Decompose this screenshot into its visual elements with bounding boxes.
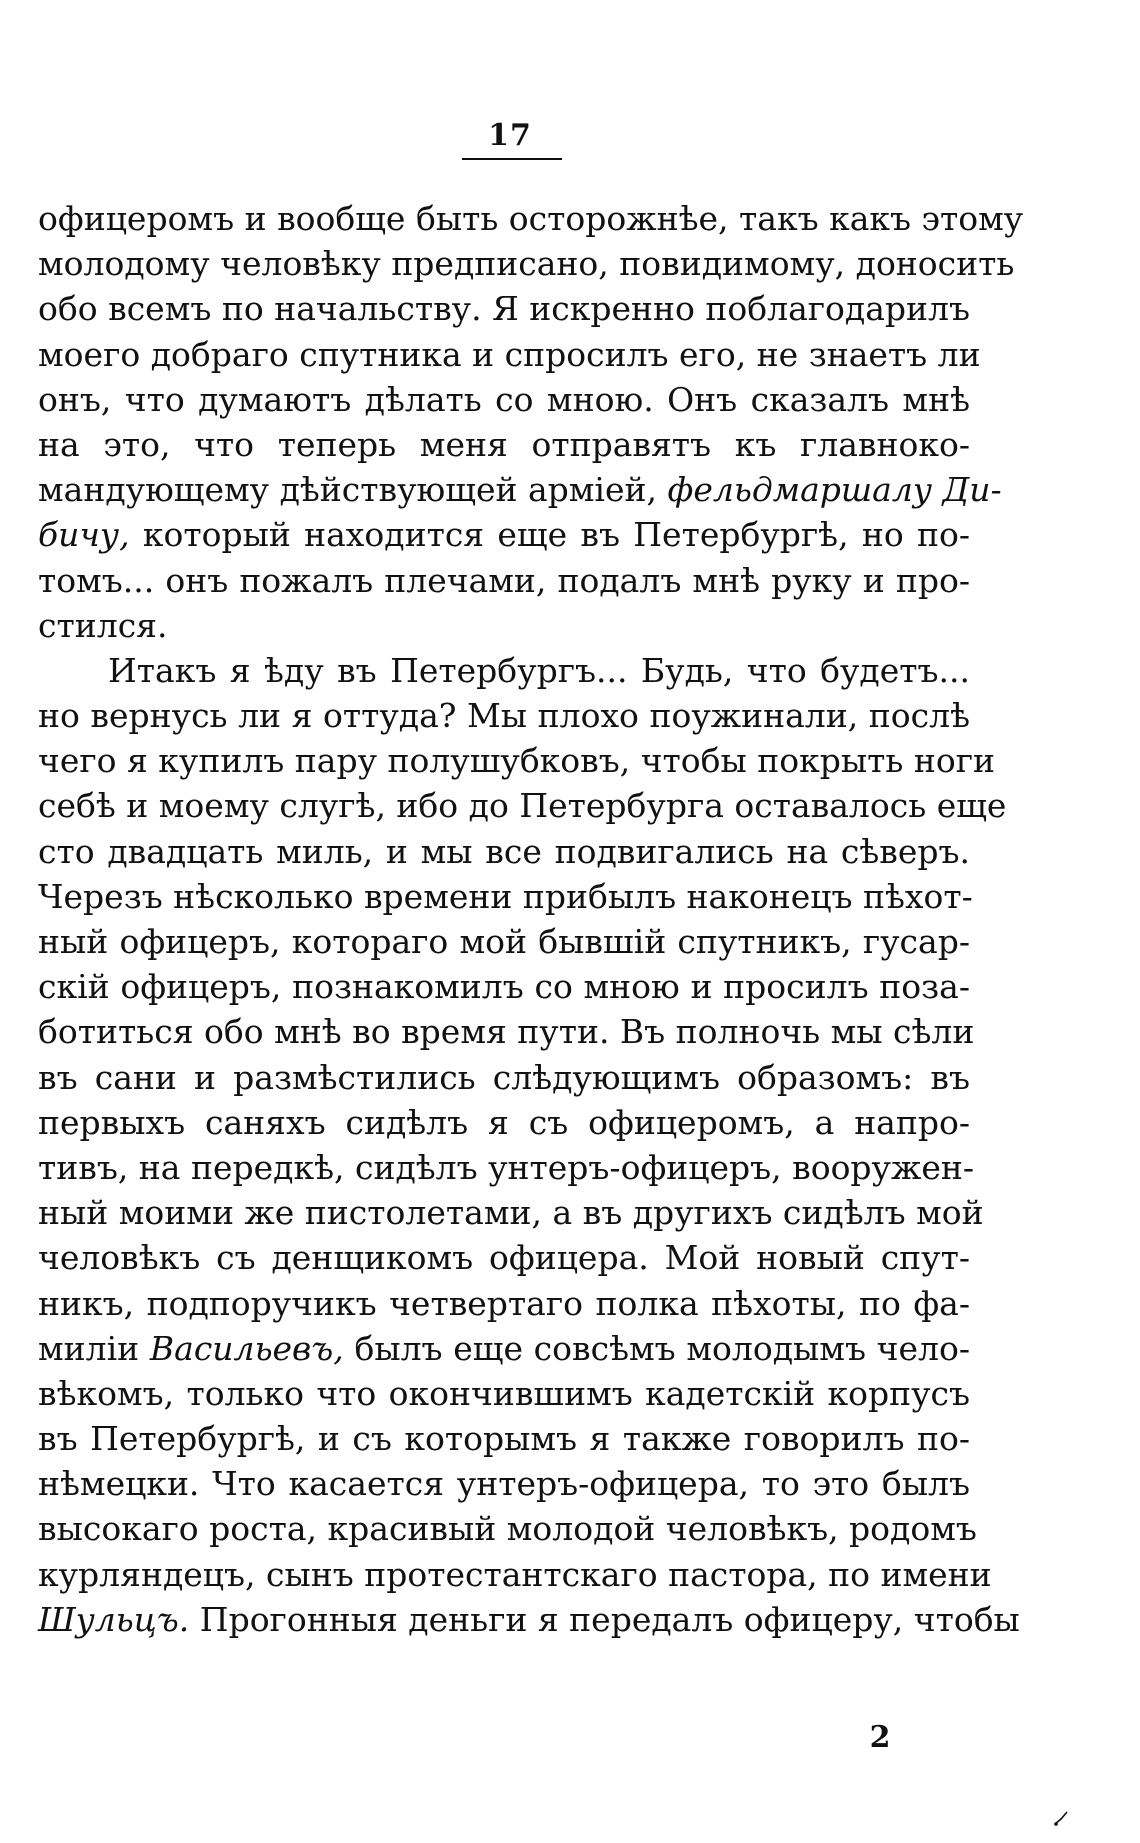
text-line: Итакъ я ѣду въ Петербургъ... Будь, что будетъ... [108, 650, 970, 690]
text-line: скій офицеръ, познакомилъ со мною и просилъ поза- [38, 967, 970, 1007]
text-line: стился. [38, 605, 168, 645]
italic-name: Шульцъ. [38, 1599, 190, 1639]
text-line [38, 467, 1002, 512]
text-line: чего я купилъ пару полушубковъ, чтобы покрыть ноги [38, 741, 996, 781]
text-line: офицеромъ и вообще быть осторожнѣе, такъ какъ этому [38, 199, 1024, 238]
text-line: ный моими же пистолетами, а въ другихъ сидѣлъ мой [38, 1193, 984, 1233]
italic-name: фельдмаршалу Ди- [667, 470, 1002, 510]
text-line: Черезъ нѣсколько времени прибылъ наконецъ пѣхот- [38, 876, 973, 916]
text-line: молодому человѣку предписано, повидимому, доносить [38, 244, 1015, 284]
paragraph-2 [38, 648, 1020, 1642]
text-segment: мандующему дѣйствующей арміей, [38, 470, 668, 510]
text-line [38, 512, 970, 557]
text-segment: миліи [38, 1328, 150, 1368]
text-line: нѣмецки. Что касается унтеръ-офицера, то это былъ [38, 1464, 970, 1504]
text-line: высокаго роста, красивый молодой человѣкъ, родомъ [38, 1509, 977, 1549]
text-line: сто двадцать миль, и мы все подвигались на сѣверъ. [38, 831, 970, 871]
text-segment: который находится еще въ Петербургѣ, но по- [129, 515, 970, 555]
text-line: вѣкомъ, только что окончившимъ кадетскій корпусъ [38, 1373, 970, 1413]
body-text [38, 196, 1024, 1642]
text-line: моего добраго спутника и спросилъ его, не знаетъ ли [38, 334, 981, 374]
italic-name: Васильевъ, [149, 1328, 344, 1368]
text-line: себѣ и моему слугѣ, ибо до Петербурга оставалось еще [38, 786, 1007, 826]
text-line: на это, что теперь меня отправятъ къ главноко- [38, 424, 970, 464]
text-line: обо всемъ по начальству. Я искренно поблагодарилъ [38, 289, 970, 329]
page-number: 17 [488, 118, 532, 153]
text-segment: Прогонныя деньги я передалъ офицеру, чтобы [189, 1599, 1020, 1639]
italic-name: бичу, [38, 515, 130, 555]
text-line: въ сани и размѣстились слѣдующимъ образомъ: въ [38, 1057, 970, 1097]
text-line: курляндецъ, сынъ протестантскаго пастора, по имени [38, 1554, 992, 1594]
text-line: но вернусь ли я оттуда? Мы плохо поужинали, послѣ [38, 696, 970, 736]
text-segment: былъ еще совсѣмъ молодымъ чело- [343, 1328, 970, 1368]
text-line: тивъ, на передкѣ, сидѣлъ унтеръ-офицеръ, вооружен- [38, 1147, 975, 1187]
text-line: первыхъ саняхъ сидѣлъ я съ офицеромъ, а напро- [38, 1102, 970, 1142]
text-line: ный офицеръ, котораго мой бывшій спутникъ, гусар- [38, 922, 970, 961]
header-rule [462, 158, 562, 160]
text-line [38, 1326, 970, 1371]
signature-mark: 2 [869, 1720, 891, 1755]
text-line: ботиться обо мнѣ во время пути. Въ полночь мы сѣли [38, 1012, 975, 1052]
text-line: человѣкъ съ денщикомъ офицера. Мой новый спут- [38, 1238, 970, 1278]
text-line [38, 1597, 1020, 1642]
text-line: въ Петербургѣ, и съ которымъ я также говорилъ по- [38, 1419, 970, 1459]
text-line: томъ... онъ пожалъ плечами, подалъ мнѣ руку и про- [38, 560, 970, 600]
paragraph-1 [38, 196, 1024, 648]
text-line: никъ, подпоручикъ четвертаго полка пѣхоты, по фа- [38, 1283, 970, 1323]
text-line: онъ, что думаютъ дѣлать со мною. Онъ сказалъ мнѣ [38, 379, 970, 419]
ink-speck-icon [1052, 1808, 1072, 1828]
